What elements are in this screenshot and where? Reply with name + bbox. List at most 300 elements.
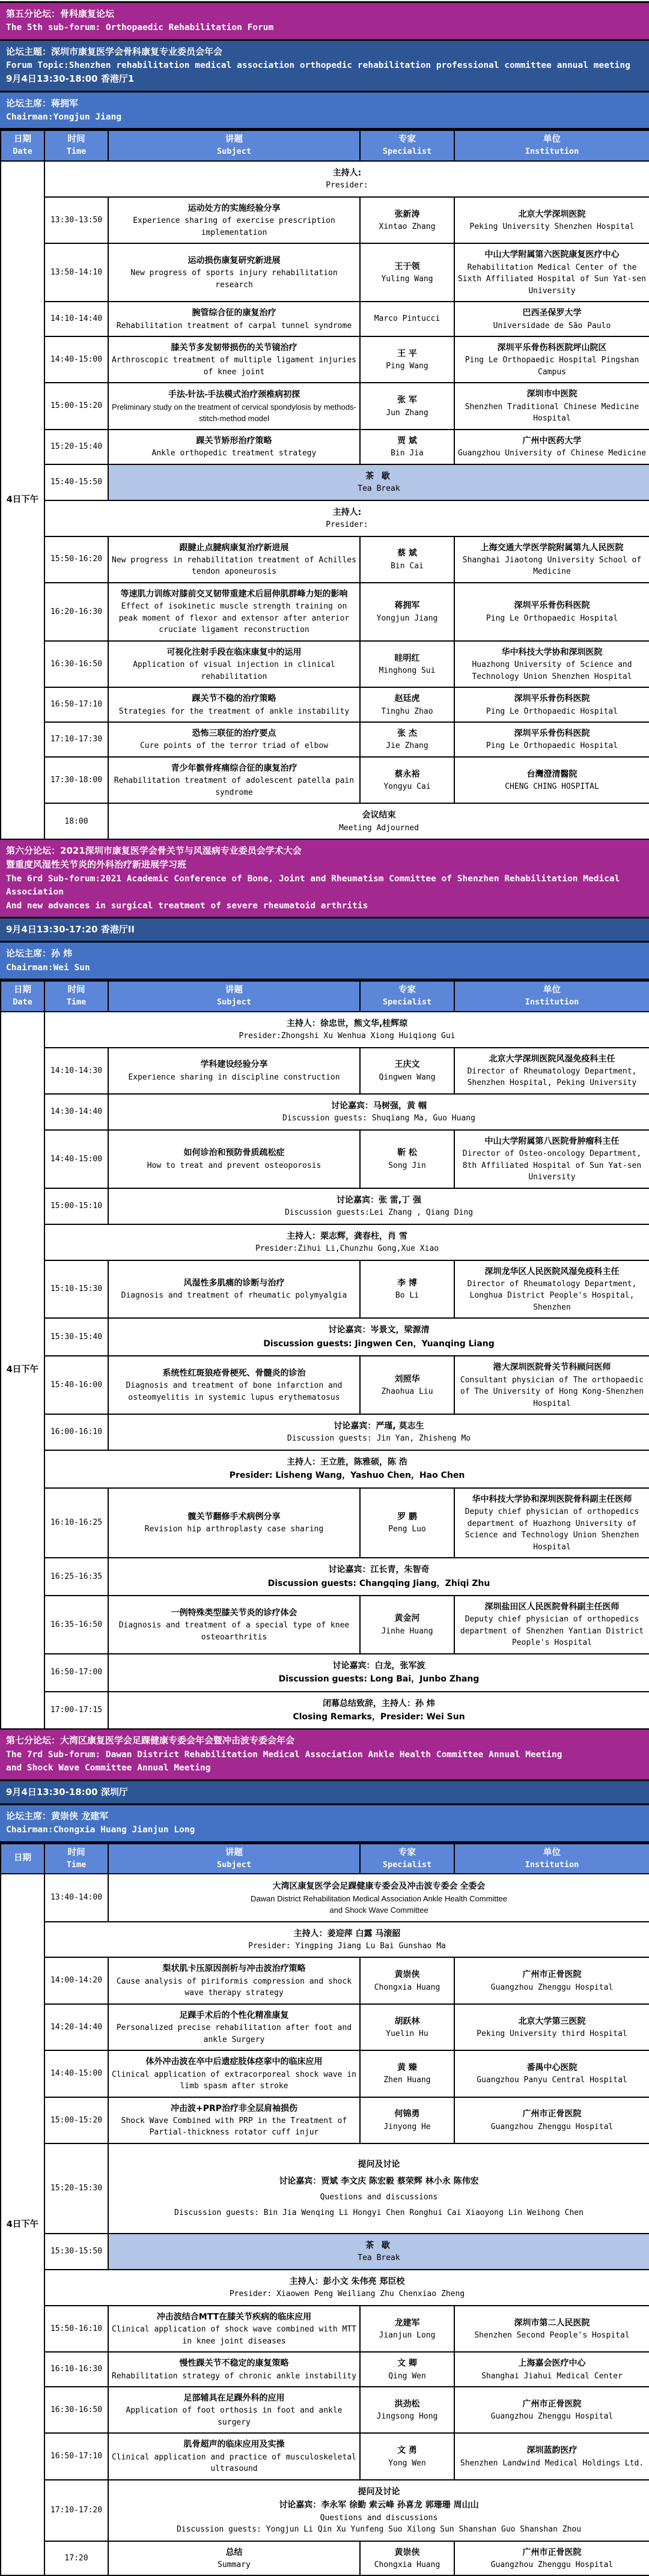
text-line: Peng Luo [388, 1525, 426, 1534]
session-row [1, 1957, 649, 2003]
text-line: Discussion guests: Changqing Jiang，Zhiqi Zhu [267, 1578, 490, 1588]
time-cell [44, 1318, 108, 1356]
table-body [1, 1012, 649, 1730]
text-line: 时间 [67, 985, 85, 995]
header-cell-time [44, 981, 108, 1012]
header-cell-specialist [360, 130, 454, 161]
header-cell-date [1, 1844, 44, 1874]
session-row [1, 2306, 649, 2352]
forum-chairman-bar [0, 943, 649, 980]
specialist-cell [360, 2050, 454, 2097]
text-line: Clinical application of shock wave combined with MTT in knee joint diseases [112, 2325, 356, 2346]
institution-cell [454, 336, 649, 383]
text-line: 16:20-16:30 [50, 607, 103, 616]
text-line: 4日下午 [6, 2219, 39, 2229]
session-row [1, 722, 649, 757]
text-line: 大湾区康复医学会足踝健康专委会及冲击波专委会 全委会 [272, 1881, 486, 1891]
text-line: 17:30-18:00 [50, 775, 103, 785]
time-cell [44, 243, 108, 302]
time-cell [44, 197, 108, 243]
session-row [1, 1356, 649, 1414]
text-line: Tea Break [358, 484, 400, 494]
text-line: The 7rd Sub-forum: Dawan District Rehabilitation Medical Association Ankle Health Committee Annual Meeting [6, 1749, 562, 1760]
text-line: Rehabilitation treatment of carpal tunnel syndrome [116, 321, 352, 330]
text-line: Subject [217, 147, 251, 157]
time-cell [44, 722, 108, 757]
text-line: 台灣澄清醫院 [526, 769, 577, 779]
text-line: CHENG CHING HOSPITAL [505, 782, 599, 792]
specialist-cell [360, 536, 454, 583]
subject-cell [108, 197, 360, 243]
text-line: Yongjun Jiang [376, 613, 438, 623]
merged-row [1, 1654, 649, 1692]
session-row [1, 757, 649, 803]
merged-cell [44, 161, 649, 197]
session-row [1, 2541, 649, 2576]
text-line: Ping Le Orthopaedic Hospital [486, 741, 618, 751]
text-line: Shenzhen Second People's Hospital [474, 2330, 630, 2340]
text-line: Ping Wang [386, 362, 428, 371]
merged-cell [44, 1450, 649, 1488]
text-line: 讨论嘉宾：李永军 徐勤 索云峰 孙喜龙 郭珊珊 周山山 [279, 2500, 479, 2511]
institution-cell [454, 641, 649, 687]
text-line: Chairman:Chongxia Huang Jianjun Long [6, 1825, 195, 1835]
text-line: Experience sharing in discipline construction [128, 1072, 340, 1082]
merged-cell [108, 2480, 649, 2541]
header-cell-time [44, 130, 108, 161]
text-line: Revision hip arthroplasty case sharing [144, 1525, 324, 1534]
text-line: 蔡永裕 [394, 769, 420, 779]
time-cell [44, 803, 108, 839]
specialist-cell [360, 2541, 454, 2576]
text-line: 16:30-16:50 [50, 2405, 103, 2414]
text-line: Experience sharing of exercise prescription implementation [133, 216, 335, 237]
time-cell [44, 1692, 108, 1730]
text-line: 深圳平乐骨伤科医院坪山院区 [497, 343, 607, 353]
text-line: Marco Pintucci [374, 314, 440, 324]
text-line: 黄崇侠 [394, 2547, 420, 2557]
date-cell [1, 161, 44, 839]
text-line: 16:35-16:50 [50, 1620, 103, 1629]
text-line: Guangzhou University of Chinese Medicine [457, 449, 647, 458]
text-line: 论坛主席：孙 炜 [6, 948, 73, 959]
text-line: 单位 [543, 1847, 561, 1858]
text-line: 广州市正骨医院 [522, 2399, 582, 2409]
text-line: Jingsong Hong [376, 2412, 438, 2422]
header-cell-institution [454, 130, 649, 161]
specialist-cell [360, 336, 454, 383]
text-line: Specialist [382, 1859, 432, 1870]
text-line: Bin Cai [391, 561, 424, 571]
text-line: Yongyu Cai [383, 782, 431, 792]
text-line: 张 军 [397, 395, 417, 406]
subject-cell [108, 722, 360, 757]
text-line: Ping Le Orthopaedic Hospital [486, 706, 618, 716]
subject-cell [108, 2004, 360, 2050]
merged-row [1, 1414, 649, 1450]
session-row [1, 2050, 649, 2097]
text-line: Zhen Huang [383, 2076, 431, 2085]
merged-row [1, 161, 649, 197]
institution-cell [454, 2097, 649, 2143]
text-line: Discussion guests: Jingwen Cen，Yuanqing Liang [263, 1338, 495, 1349]
table-body [1, 1874, 649, 2575]
session-row [1, 2004, 649, 2050]
text-line: 14:00-14:20 [50, 1976, 103, 1985]
text-line: 张新涛 [394, 209, 420, 219]
text-line: 讲题 [225, 985, 243, 995]
session-row [1, 583, 649, 641]
text-line: 讨论嘉宾：严瑾, 莫志生 [334, 1421, 424, 1432]
text-line: Director of Rheumatology Department, Longhua District People's Hospital, Shenzhen [467, 1279, 637, 1312]
text-line: 茶 歇 [365, 2240, 392, 2250]
subject-cell [108, 1488, 360, 1558]
subject-cell [108, 243, 360, 302]
subject-cell [108, 2387, 360, 2433]
text-line: 踝关节矫形治疗策略 [196, 436, 272, 446]
text-line: 罗 鹏 [397, 1512, 417, 1522]
text-line: 上海交通大学医学院附属第九人民医院 [480, 542, 624, 553]
header-cell-subject [108, 130, 360, 161]
institution-cell [454, 583, 649, 641]
text-line: 体外冲击波在卒中后遗症肢体痉挛中的临床应用 [145, 2057, 323, 2067]
time-cell [44, 1048, 108, 1094]
text-line: Zhaohua Liu [381, 1387, 433, 1397]
text-line: 港大深圳医院骨关节科顾问医师 [493, 1362, 611, 1373]
text-line: 梨状肌卡压原因剖析与冲击波治疗策略 [162, 1964, 306, 1974]
text-line: 讨论嘉宾：岑景文，梁源清 [328, 1325, 430, 1335]
text-line: 专家 [398, 985, 416, 995]
text-line: 单位 [543, 985, 561, 995]
merged-row [1, 1094, 649, 1130]
institution-cell [454, 722, 649, 757]
subject-cell [108, 336, 360, 383]
text-line: 主持人：彭小文 朱伟亮 郑臣校 [289, 2276, 405, 2286]
time-cell [44, 1260, 108, 1319]
merged-cell [108, 464, 649, 500]
text-line: Clinical application of extracorporeal shock wave in limb spasm after stroke [112, 2070, 356, 2091]
text-line: Preliminary study on the treatment of cervical spondylosis by methods-stitch-method model [112, 402, 356, 424]
text-line: Chongxia Huang [374, 1982, 440, 1992]
text-line: Questions and discussions [320, 2513, 438, 2523]
subject-cell [108, 383, 360, 429]
text-line: Presider: [326, 181, 368, 190]
text-line: 王庆文 [394, 1060, 420, 1070]
text-line: 14:40-15:00 [50, 2069, 103, 2079]
text-line: 暨重度风湿性关节炎的外科治疗新进展学习班 [6, 859, 187, 870]
specialist-cell [360, 197, 454, 243]
text-line: 时间 [67, 1847, 85, 1858]
text-line: 13:30-13:50 [50, 215, 103, 225]
text-line: 番禺中心医院 [526, 2062, 577, 2073]
text-line: 14:20-14:40 [50, 2022, 103, 2032]
specialist-cell [360, 430, 454, 464]
text-line: 蒋拥军 [394, 601, 420, 611]
text-line: 华中科技大学协和深圳医院 [501, 647, 603, 657]
subject-cell [108, 536, 360, 583]
text-line: 专家 [398, 135, 416, 145]
merged-row [1, 1922, 649, 1958]
date-cell [1, 1874, 44, 2575]
time-cell [44, 383, 108, 429]
merged-row [1, 1692, 649, 1730]
text-line: Arthroscopic treatment of multiple ligament injuries of knee joint [112, 356, 356, 377]
text-line: 14:40-15:00 [50, 354, 103, 364]
specialist-cell [360, 302, 454, 336]
text-line: Shenzhen Traditional Chinese Medicine Hospital [465, 402, 639, 424]
text-line: Date [13, 997, 32, 1007]
header-cell-specialist [360, 981, 454, 1012]
text-line: 系统性红斑狼疮骨梗死、骨髓炎的诊治 [162, 1368, 306, 1378]
forum-chairman-bar [0, 1805, 649, 1843]
time-cell [44, 757, 108, 803]
text-line: Yuelin Hu [386, 2029, 428, 2038]
text-line: Shenzhen Landwind Medical Holdings Ltd. [460, 2458, 644, 2468]
text-line: 深圳平乐骨伤科医院 [514, 729, 590, 739]
text-line: New progress of sports injury rehabilitation research [130, 269, 338, 290]
text-line: 手法-针法-手法模式治疗颈椎病初探 [168, 389, 300, 399]
text-line: 16:10-16:30 [50, 2365, 103, 2374]
text-line: 华中科技大学协和深圳医院骨科副主任医师 [472, 1494, 632, 1504]
time-cell [44, 1488, 108, 1558]
text-line: Shanghai Jiahui Medical Center [481, 2371, 623, 2381]
time-cell [44, 1414, 108, 1450]
merged-cell [44, 500, 649, 536]
text-line: 15:10-15:30 [50, 1284, 103, 1294]
specialist-cell [360, 1488, 454, 1558]
text-line: 时间 [67, 135, 85, 145]
time-cell [44, 1596, 108, 1654]
text-line: Subject [217, 997, 251, 1007]
specialist-cell [360, 641, 454, 687]
text-line: 可视化注射手段在临床康复中的运用 [166, 647, 302, 657]
time-cell [44, 2050, 108, 2097]
session-row [1, 536, 649, 583]
time-cell [44, 2004, 108, 2050]
institution-cell [454, 197, 649, 243]
session-row [1, 2433, 649, 2479]
text-line: Time [66, 1859, 87, 1870]
time-cell [44, 2097, 108, 2143]
text-line: Presider: Xiaowen Peng Weiliang Zhu Chenxiao Zheng [229, 2289, 465, 2299]
text-line: Ping Le Orthopaedic Hospital [486, 613, 618, 623]
forum-title-bar [0, 840, 649, 919]
text-line: 何锦勇 [394, 2109, 420, 2119]
text-line: 深圳平乐骨伤科医院 [514, 694, 590, 704]
text-line: Time [66, 147, 87, 157]
text-line: Cause analysis of piriformis compression and shock wave therapy strategy [116, 1976, 352, 1998]
text-line: Chairman:Wei Sun [6, 962, 90, 973]
institution-cell [454, 243, 649, 302]
text-line: 髋关节翻修手术病例分享 [187, 1512, 281, 1522]
text-line: 15:20-15:40 [50, 442, 103, 452]
merged-row [1, 500, 649, 536]
text-line: 慢性踝关节不稳定的康复策略 [179, 2359, 289, 2369]
text-line: 黄崇侠 [394, 1970, 420, 1980]
institution-cell [454, 1957, 649, 2003]
institution-cell [454, 687, 649, 722]
text-line: 单位 [543, 135, 561, 145]
institution-cell [454, 2004, 649, 2050]
text-line: 17:10-17:30 [50, 735, 103, 744]
text-line: 运动处方的实施经验分享 [187, 203, 281, 213]
text-line: 主持人：栗志辉，龚春柱，肖 雪 [287, 1231, 407, 1241]
merged-row [1, 464, 649, 500]
text-line: Rehabilitation strategy of chronic ankle instability [112, 2371, 356, 2381]
session-row [1, 1596, 649, 1654]
time-cell [44, 1094, 108, 1130]
specialist-cell [360, 2097, 454, 2143]
text-line: 17:10-17:20 [50, 2505, 103, 2515]
text-line: Director of Osteo-oncology Department, 8th Affiliated Hospital of Sun Yat-sen University [462, 1149, 642, 1182]
text-line: and Shock Wave Committee Annual Meeting [6, 1763, 211, 1773]
merged-row [1, 1318, 649, 1356]
time-cell [44, 430, 108, 464]
text-line: 腕管综合征的康复治疗 [192, 308, 276, 318]
text-line: 论坛主席：蒋拥军 [6, 97, 79, 109]
subject-cell [108, 302, 360, 336]
session-row [1, 641, 649, 687]
specialist-cell [360, 583, 454, 641]
merged-row [1, 1224, 649, 1260]
time-cell [44, 1188, 108, 1224]
text-line: 13:40-14:00 [50, 1893, 103, 1903]
text-line: Discussion guests: Yongjun Li Qin Xu Yunfeng Suo Xilong Sun Shanshan Guo Shanshan Zhou [176, 2525, 582, 2535]
text-line: 15:50-16:10 [50, 2324, 103, 2333]
text-line: 闭幕总结致辞，主持人：孙 炜 [323, 1698, 435, 1709]
subject-cell [108, 2306, 360, 2352]
text-line: Questions and discussions [320, 2192, 438, 2202]
text-line: Institution [525, 147, 579, 157]
session-row [1, 1488, 649, 1558]
text-line: 一例特殊类型膝关节炎的诊疗体会 [171, 1608, 297, 1618]
text-line: 14:10-14:40 [50, 314, 103, 324]
text-line: Peking University Shenzhen Hospital [469, 222, 635, 232]
subject-cell [108, 1957, 360, 2003]
merged-cell [108, 2143, 649, 2234]
text-line: 青少年髌骨疼痛综合征的康复治疗 [171, 763, 297, 773]
merged-cell [108, 1094, 649, 1130]
text-line: 跟腱止点腱病康复治疗新进展 [179, 542, 289, 553]
forum-topic-bar [0, 919, 649, 943]
text-line: 讨论嘉宾：贾斌 李文庆 陈宏毅 蔡荣辉 林小永 陈伟宏 [279, 2176, 479, 2186]
text-line: 讨论嘉宾：江长青，朱智奇 [328, 1565, 430, 1575]
text-line: 主持人：王立胜，陈雅硕，陈 浩 [287, 1457, 407, 1467]
text-line: 4日下午 [6, 495, 39, 505]
text-line: Universidade de São Paulo [493, 321, 611, 330]
text-line: Jinhe Huang [381, 1626, 433, 1636]
text-line: 如何诊治和预防骨质疏松症 [183, 1148, 285, 1158]
text-line: 14:10-14:30 [50, 1066, 103, 1075]
header-row [1, 981, 649, 1012]
text-line: Specialist [382, 147, 432, 157]
text-line: 深圳平乐骨伤科医院 [514, 601, 590, 611]
specialist-cell [360, 1260, 454, 1319]
text-line: 黄金河 [394, 1614, 420, 1624]
forum-topic-bar [0, 1781, 649, 1805]
text-line: Institution [525, 1859, 579, 1870]
text-line: 15:50-16:20 [50, 554, 103, 564]
text-line: 深圳盐田区人民医院骨科副主任医师 [484, 1602, 620, 1612]
text-line: 讨论嘉宾：白龙，张军波 [332, 1660, 425, 1671]
text-line: Tea Break [358, 2253, 400, 2263]
subject-cell [108, 1356, 360, 1414]
forum-title-bar [0, 1730, 649, 1781]
text-line: 17:20 [64, 2553, 88, 2563]
text-line: 日期 [14, 135, 31, 145]
text-line: Date [13, 147, 32, 157]
subject-cell [108, 1260, 360, 1319]
time-cell [44, 2352, 108, 2387]
text-line: 讨论嘉宾：马树强，黄 帼 [331, 1101, 427, 1111]
header-cell-institution [454, 981, 649, 1012]
text-line: 提问及讨论 [358, 2159, 400, 2169]
text-line: The 5th sub-forum: Orthopaedic Rehabilitation Forum [6, 23, 274, 33]
text-line: Ping Le Orthopaedic Hospital Pingshan Campus [465, 356, 639, 377]
text-line: Clinical application and practice of musculoskeletal ultrasound [112, 2452, 356, 2474]
text-line: 15:00-15:20 [50, 2115, 103, 2125]
text-line: 4日下午 [6, 1365, 39, 1375]
forum-chairman-bar [0, 93, 649, 130]
merged-row [1, 2270, 649, 2306]
text-line: Bin Jia [391, 449, 424, 458]
text-line: Discussion guests: Jin Yan, Zhisheng Mo [287, 1434, 471, 1444]
text-line: Closing Remarks，Presider: Wei Sun [293, 1712, 465, 1722]
header-cell-specialist [360, 1844, 454, 1874]
merged-cell [108, 2234, 649, 2270]
institution-cell [454, 757, 649, 803]
text-line: Qing Wen [388, 2371, 426, 2381]
merged-cell [108, 1654, 649, 1692]
merged-row [1, 1874, 649, 1921]
text-line: Director of Rheumatology Department, Shenzhen Hospital, Peking University [467, 1066, 637, 1088]
merged-row [1, 2143, 649, 2234]
text-line: 16:10-16:25 [50, 1518, 103, 1528]
institution-cell [454, 536, 649, 583]
text-line: Application of foot orthosis in foot and ankle surgery [126, 2406, 343, 2427]
text-line: 膝关节多发韧带损伤的关节镜治疗 [171, 343, 297, 353]
header-row [1, 130, 649, 161]
text-line: Jie Zhang [386, 741, 428, 751]
institution-cell [454, 1356, 649, 1414]
time-cell [44, 2143, 108, 2234]
session-row [1, 2387, 649, 2433]
time-cell [44, 1558, 108, 1596]
text-line: Discussion guests: Shuqiang Ma, Guo Huang [282, 1114, 475, 1123]
text-line: Yong Wen [388, 2458, 426, 2468]
institution-cell [454, 430, 649, 464]
institution-cell [454, 1260, 649, 1319]
session-row [1, 383, 649, 429]
time-cell [44, 1356, 108, 1414]
text-line: Presider: Yingping Jiang Lu Bai Gunshao Ma [248, 1941, 446, 1951]
text-line: 踝关节不稳的治疗策略 [192, 694, 276, 704]
forum-title-bar [0, 1, 649, 41]
text-line: Tinghu Zhao [381, 706, 433, 716]
header-cell-date [1, 981, 44, 1012]
subject-cell [108, 1596, 360, 1654]
text-line: Guangzhou Zhenggu Hospital [490, 2560, 614, 2569]
header-row [1, 1844, 649, 1874]
text-line: 15:00-15:10 [50, 1201, 103, 1211]
merged-cell [44, 1012, 649, 1048]
specialist-cell [360, 2004, 454, 2050]
text-line: And new advances in surgical treatment of severe rheumatoid arthritis [6, 901, 368, 911]
text-line: 足部辅具在足踝外科的应用 [183, 2393, 285, 2404]
text-line: 龙建军 [394, 2318, 420, 2328]
session-row [1, 197, 649, 243]
text-line: Strategies for the treatment of ankle instability [118, 706, 350, 716]
